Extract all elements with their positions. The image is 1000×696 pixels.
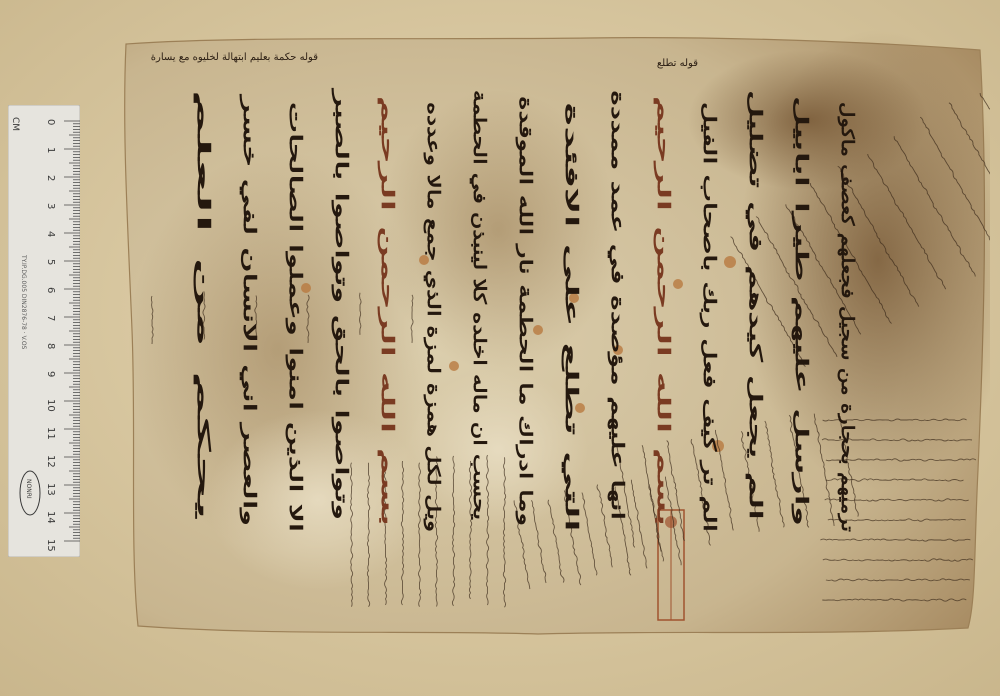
main-text-line: التي تطلع على الافئدة bbox=[561, 102, 581, 258]
ruler-number: 10 bbox=[45, 399, 56, 412]
main-text-line: الم يجعل كيدهم في تضليل bbox=[745, 90, 765, 280]
ruler-number: 11 bbox=[45, 427, 56, 440]
ruler-number: 4 bbox=[45, 231, 56, 238]
main-text-line: ترميهم بحجارة من سجيل فجعلهم كعصف ماكول bbox=[837, 102, 857, 444]
top-right-note: قوله تطلع bbox=[656, 58, 698, 69]
ruler-side-text: TY.IP.DG.005 DIN2876-78 · V.OS bbox=[20, 255, 27, 350]
water-stain bbox=[378, 90, 618, 370]
main-text-line: ويل لكل همزة لمزة الذي جمع مالا وعدده bbox=[423, 102, 443, 397]
main-text-line: يحسب ان ماله اخلده كلا لينبذن في الحطمة bbox=[469, 90, 489, 400]
main-text-line: بسم الله الرحمن الرحيم bbox=[653, 96, 673, 269]
main-text-block bbox=[193, 86, 857, 532]
centimeter-ruler bbox=[8, 105, 80, 557]
ruler-number: 7 bbox=[45, 315, 56, 322]
ruler-number: 14 bbox=[45, 511, 56, 524]
ruler-number: 12 bbox=[45, 455, 56, 468]
ruler-number: 2 bbox=[45, 175, 56, 182]
main-text-line: وما ادراك ما الحطمة نار الله الموقدة bbox=[515, 96, 535, 359]
main-text-line: وتواصوا بالحق وتواصوا بالصبر bbox=[331, 90, 351, 302]
manuscript-leaf bbox=[118, 30, 990, 640]
ruler-number: 5 bbox=[45, 259, 56, 266]
main-text-line: الم تر كيف فعل ربك باصحاب الفيل bbox=[699, 102, 719, 354]
main-text-line: بسم الله الرحمن الرحيم bbox=[377, 96, 397, 269]
main-text-line: الا الذين امنوا وعملوا الصالحات bbox=[285, 102, 305, 324]
ruler-number: 9 bbox=[45, 371, 56, 378]
ruler-number: 8 bbox=[45, 343, 56, 350]
ruler-number: 6 bbox=[45, 287, 56, 294]
ruler-number: 3 bbox=[45, 203, 56, 210]
ruler-unit-label: CM bbox=[10, 117, 20, 132]
ruler-number: 15 bbox=[45, 539, 56, 552]
ruler-number: 1 bbox=[45, 147, 56, 154]
top-margin-note: قوله حكمة بعليم ابتهالة لخليوه مع يسارة bbox=[150, 52, 318, 63]
ruler-brand: NONRI bbox=[25, 479, 32, 499]
main-text-line: يحكم من العلم bbox=[193, 90, 213, 196]
main-text-line: انها عليهم مؤصدة في عمد ممددة bbox=[607, 90, 627, 328]
main-text-line: والعصر اني الانسان لفي خسر bbox=[239, 96, 259, 309]
ruler-number: 13 bbox=[45, 483, 56, 496]
ruler-number: 0 bbox=[45, 119, 56, 126]
main-text-line: وارسل عليهم طيرا ابابيل bbox=[791, 96, 811, 273]
